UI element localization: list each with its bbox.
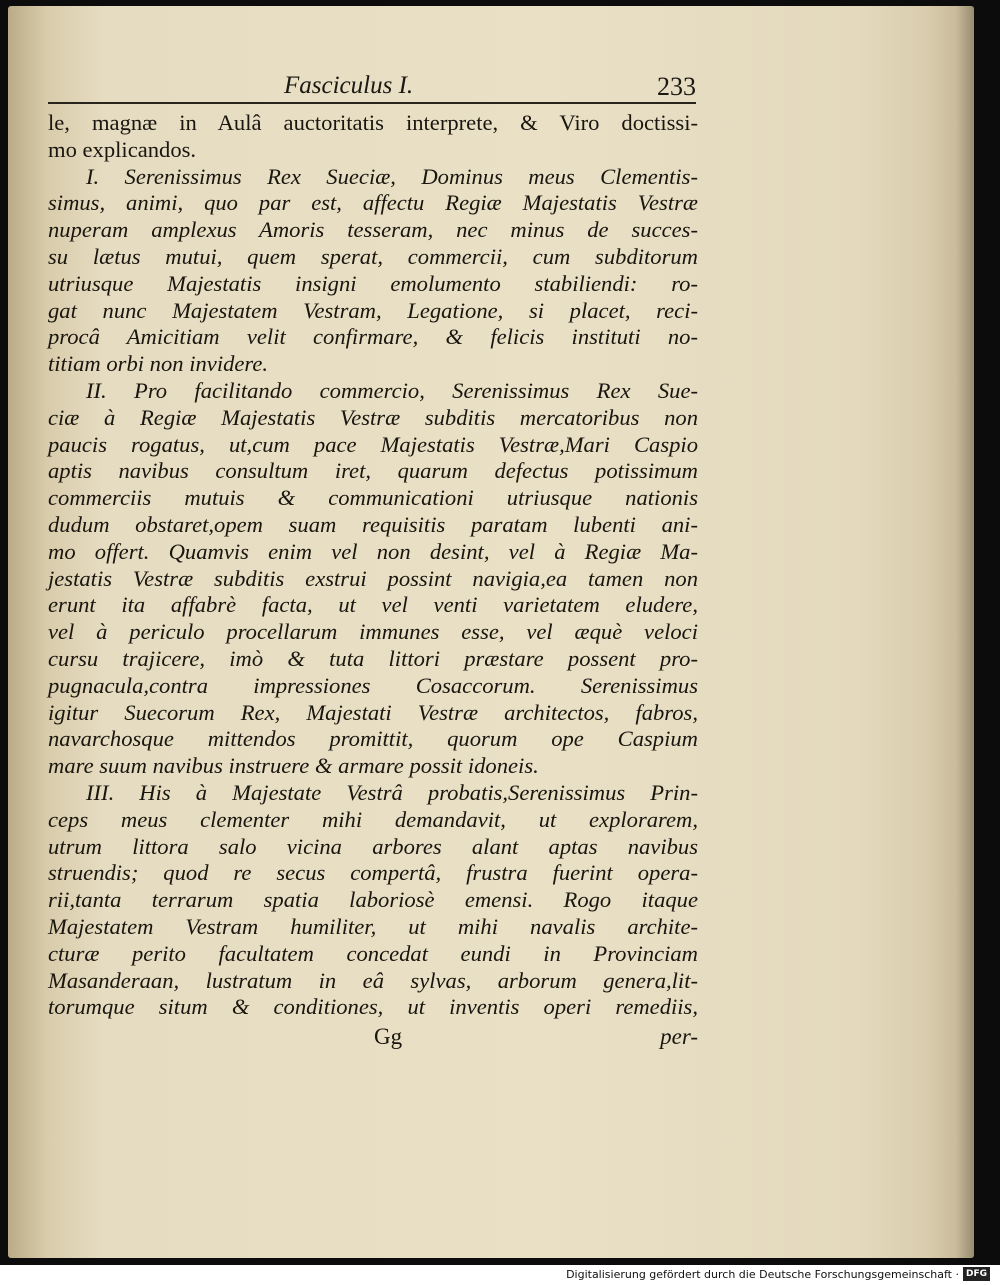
text-line-content: rii,tanta terrarum spatia laboriosè emensi. Rogo itaque bbox=[48, 887, 698, 913]
text-line bbox=[48, 753, 698, 780]
text-line-content: cturæ perito facultatem concedat eundi in Provinciam bbox=[48, 940, 698, 966]
text-line-content: ceps meus clementer mihi demandavit, ut explorarem, bbox=[48, 806, 698, 832]
text-line-content: paucis rogatus, ut,cum pace Majestatis Vestræ,Mari Caspio bbox=[48, 431, 698, 457]
text-line bbox=[48, 887, 698, 914]
text-line-content: su lætus mutui, quem sperat, commercii, cum subditorum bbox=[48, 243, 698, 269]
text-line bbox=[48, 432, 698, 459]
text-line-content: Masanderaan, lustratum in eâ sylvas, arborum genera,lit- bbox=[48, 967, 698, 993]
page-number: 233 bbox=[657, 72, 696, 101]
page-header bbox=[48, 64, 696, 104]
text-line-content: pugnacula,contra impressiones Cosaccorum. Serenissimus bbox=[48, 672, 698, 698]
text-line-content: vel à periculo procellarum immunes esse, vel æquè veloci bbox=[48, 619, 698, 645]
text-line bbox=[48, 860, 698, 887]
text-line bbox=[48, 539, 698, 566]
text-line-content: simus, animi, quo par est, affectu Regiæ Majestatis Vestræ bbox=[48, 190, 698, 216]
header-rule bbox=[48, 102, 696, 104]
text-line-content: struendis; quod re secus compertâ, frustra fuerint opera- bbox=[48, 860, 698, 886]
text-line-content: nuperam amplexus Amoris tesseram, nec minus de succes- bbox=[48, 217, 698, 243]
running-title: Fasciculus I. bbox=[284, 72, 414, 99]
text-line-content: titiam orbi non invidere. bbox=[48, 351, 269, 377]
text-line bbox=[48, 566, 698, 593]
text-line bbox=[48, 378, 698, 405]
text-line-content: igitur Suecorum Rex, Majestati Vestræ architectos, fabros, bbox=[48, 699, 698, 725]
page-edge-shadow bbox=[956, 6, 974, 1258]
text-line bbox=[48, 834, 698, 861]
text-line bbox=[48, 941, 698, 968]
text-line-content: ciæ à Regiæ Majestatis Vestræ subditis mercatoribus non bbox=[48, 404, 698, 430]
text-line bbox=[48, 405, 698, 432]
text-line bbox=[48, 994, 698, 1021]
text-line-content: cursu trajicere, imò & tuta littori præstare possent pro- bbox=[48, 645, 698, 671]
text-line bbox=[48, 512, 698, 539]
text-line-content: jestatis Vestræ subditis exstrui possint navigia,ea tamen non bbox=[48, 565, 698, 591]
text-line bbox=[48, 485, 698, 512]
text-line-content: mare suum navibus instruere & armare possit idoneis. bbox=[48, 753, 539, 779]
text-line bbox=[48, 700, 698, 727]
text-line bbox=[48, 190, 698, 217]
dfg-logo: DFG bbox=[963, 1267, 990, 1281]
text-line bbox=[48, 137, 698, 164]
signature-mark: Gg bbox=[374, 1024, 403, 1049]
text-line-content: aptis navibus consultum iret, quarum defectus potissimum bbox=[48, 458, 698, 484]
text-line bbox=[48, 324, 698, 351]
text-line-content: Majestatem Vestram humiliter, ut mihi navalis archite- bbox=[48, 913, 698, 939]
text-line bbox=[48, 619, 698, 646]
text-line bbox=[48, 110, 698, 137]
text-line bbox=[48, 726, 698, 753]
text-line-content: mo offert. Quamvis enim vel non desint, vel à Regiæ Ma- bbox=[48, 538, 698, 564]
text-line bbox=[48, 271, 698, 298]
text-line bbox=[48, 351, 698, 378]
text-line-content: mo explicandos. bbox=[48, 136, 197, 162]
text-line-content: utriusque Majestatis insigni emolumento stabiliendi: ro- bbox=[48, 270, 698, 296]
catchword: per- bbox=[660, 1024, 698, 1049]
text-line-content: I. Serenissimus Rex Sueciæ, Dominus meus Clementis- bbox=[86, 163, 698, 189]
text-line bbox=[48, 646, 698, 673]
text-line-content: navarchosque mittendos promittit, quorum ope Caspium bbox=[48, 726, 698, 752]
text-line bbox=[48, 298, 698, 325]
text-line bbox=[48, 592, 698, 619]
text-line bbox=[48, 780, 698, 807]
text-line-content: gat nunc Majestatem Vestram, Legatione, si placet, reci- bbox=[48, 297, 698, 323]
text-line bbox=[48, 673, 698, 700]
text-line-content: dudum obstaret,opem suam requisitis paratam lubenti ani- bbox=[48, 511, 698, 537]
text-line bbox=[48, 217, 698, 244]
text-line bbox=[48, 244, 698, 271]
text-line bbox=[48, 458, 698, 485]
body-text bbox=[48, 110, 698, 1021]
text-line-content: erunt ita affabrè facta, ut vel venti varietatem eludere, bbox=[48, 592, 698, 618]
text-line-content: utrum littora salo vicina arbores alant aptas navibus bbox=[48, 833, 698, 859]
text-line-content: le, magnæ in Aulâ auctoritatis interprete, & Viro doctissi- bbox=[48, 110, 698, 135]
text-line bbox=[48, 968, 698, 995]
text-line-content: III. His à Majestate Vestrâ probatis,Serenissimus Prin- bbox=[86, 779, 698, 805]
text-line-content: II. Pro facilitando commercio, Serenissimus Rex Sue- bbox=[86, 377, 698, 403]
text-line bbox=[48, 164, 698, 191]
text-line-content: torumque situm & conditiones, ut inventis operi remediis, bbox=[48, 994, 698, 1020]
text-line bbox=[48, 914, 698, 941]
credit-text: Digitalisierung gefördert durch die Deutsche Forschungsgemeinschaft · bbox=[566, 1267, 959, 1281]
digitization-credit bbox=[566, 1266, 990, 1282]
text-line-content: procâ Amicitiam velit confirmare, & felicis instituti no- bbox=[48, 324, 698, 350]
text-line-content: commerciis mutuis & communicationi utriusque nationis bbox=[48, 485, 698, 511]
text-line bbox=[48, 807, 698, 834]
page-footer bbox=[48, 1024, 698, 1054]
